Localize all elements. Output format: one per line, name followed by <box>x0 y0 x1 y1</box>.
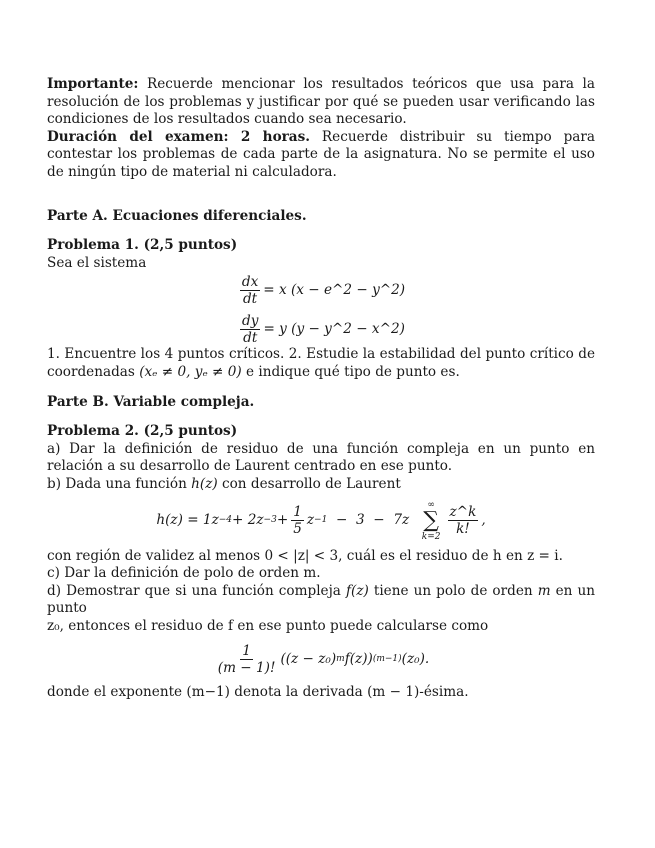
problem-1-questions <box>47 346 595 381</box>
important-label: Importante: <box>47 76 139 92</box>
laurent-sep: + <box>276 511 289 528</box>
part-b-heading: Parte B. Variable compleja. <box>47 393 255 410</box>
sum-lower-limit: k=2 <box>421 531 441 542</box>
laurent-term-4: − 3 − 7z <box>327 511 418 528</box>
item-a: a) Dar la definición de residuo de una función compleja en un punto en relación a su desarrollo de Laurent centrado en ese punto. <box>47 440 595 475</box>
problem-1-intro: Sea el sistema <box>47 254 147 271</box>
sum-term-fraction <box>448 504 479 537</box>
critical-point-coords: (xₑ ≠ 0, yₑ ≠ 0) <box>139 363 242 380</box>
item-b <box>47 476 595 494</box>
laurent-term-3: z <box>306 511 315 528</box>
item-d-order: m <box>537 582 551 599</box>
important-paragraph <box>47 76 595 129</box>
residue-fraction <box>216 643 278 676</box>
fraction-denominator: dt <box>243 330 258 347</box>
item-d-line-2: z₀, entonces el residuo de f en ese punto puede calcularse como <box>47 617 489 634</box>
laurent-fraction <box>291 504 304 537</box>
equation-rhs: = y (y − y^2 − x^2) <box>263 321 405 338</box>
item-b-post: con desarrollo de Laurent <box>217 475 401 492</box>
laurent-term-2: + 2z <box>232 511 264 528</box>
important-text: Recuerde mencionar los resultados teóricos que usa para la resolución de los problemas y justificar por qué se pueden usar verificando las condiciones de los resultados cuando sea necesario. <box>47 76 595 128</box>
exam-content <box>47 76 595 702</box>
item-b-function: h(z) <box>191 475 218 492</box>
problem-1-title: Problema 1. (2,5 puntos) <box>47 237 238 254</box>
item-d-pre: d) Demostrar que si una función compleja <box>47 582 346 599</box>
item-d-function: f(z) <box>345 582 369 599</box>
fraction-numerator: 1 <box>242 643 251 660</box>
laurent-series-equation <box>47 500 595 542</box>
laurent-exp-1: −4 <box>218 514 233 525</box>
problem-2-title: Problema 2. (2,5 puntos) <box>47 423 238 440</box>
fraction-denominator: k! <box>456 521 470 537</box>
sum-upper-limit: ∞ <box>427 499 435 510</box>
equation-rhs: = x (x − e^2 − y^2) <box>263 282 406 299</box>
item-d-mid: tiene un polo de orden <box>368 582 538 599</box>
validity-region: con región de validez al menos 0 < |z| < 3, cuál es el residuo de h en z = i. <box>47 547 563 564</box>
fraction-denominator: dt <box>242 291 258 308</box>
fraction-dy-dt <box>240 313 260 346</box>
summation-symbol <box>422 500 441 542</box>
laurent-exp-2: −3 <box>263 514 277 525</box>
laurent-lhs: h(z) = 1z <box>156 511 219 528</box>
residue-tail: (z₀). <box>401 651 430 668</box>
laurent-tail: , <box>481 511 486 528</box>
question-text-a: 1. Encuentre los 4 puntos críticos. 2. Estudie la estabilidad del punto crítico de coordenadas <box>47 346 595 380</box>
item-b-pre: b) Dada una función <box>47 475 192 492</box>
duration-paragraph <box>47 129 595 182</box>
residue-exp-derivative: (m−1) <box>372 654 402 665</box>
fraction-numerator: dx <box>241 274 259 291</box>
fraction-dx-dt <box>240 274 260 307</box>
residue-body: ((z − z₀) <box>280 651 337 668</box>
residue-body-2: f(z)) <box>344 651 373 668</box>
item-d <box>47 583 595 618</box>
equation-dx-dt <box>47 274 595 307</box>
fraction-numerator: z^k <box>449 504 477 520</box>
residue-exp-m: m <box>336 654 345 665</box>
question-text-b: e indique qué tipo de punto es. <box>241 363 460 380</box>
part-a-heading: Parte A. Ecuaciones diferenciales. <box>47 207 307 224</box>
duration-label: Duración del examen: 2 horas. <box>47 128 310 145</box>
laurent-exp-3: −1 <box>314 514 328 525</box>
duration-text: Recuerde distribuir su tiempo para contestar los problemas de cada parte de la asignatura. No se permite el uso de ningún tipo de material ni calculadora. <box>47 128 596 180</box>
fraction-numerator: dy <box>242 313 259 330</box>
residue-formula <box>47 643 595 676</box>
fraction-denominator: (m − 1)! <box>217 660 276 677</box>
item-c: c) Dar la definición de polo de orden m. <box>47 565 321 582</box>
fraction-denominator: 5 <box>293 521 302 537</box>
sigma-icon: ∑ <box>423 507 439 533</box>
equation-dy-dt <box>47 313 595 346</box>
fraction-numerator: 1 <box>293 504 302 520</box>
item-d-post: en un punto <box>47 582 596 617</box>
footer-note: donde el exponente (m−1) denota la derivada (m − 1)-ésima. <box>47 684 469 701</box>
